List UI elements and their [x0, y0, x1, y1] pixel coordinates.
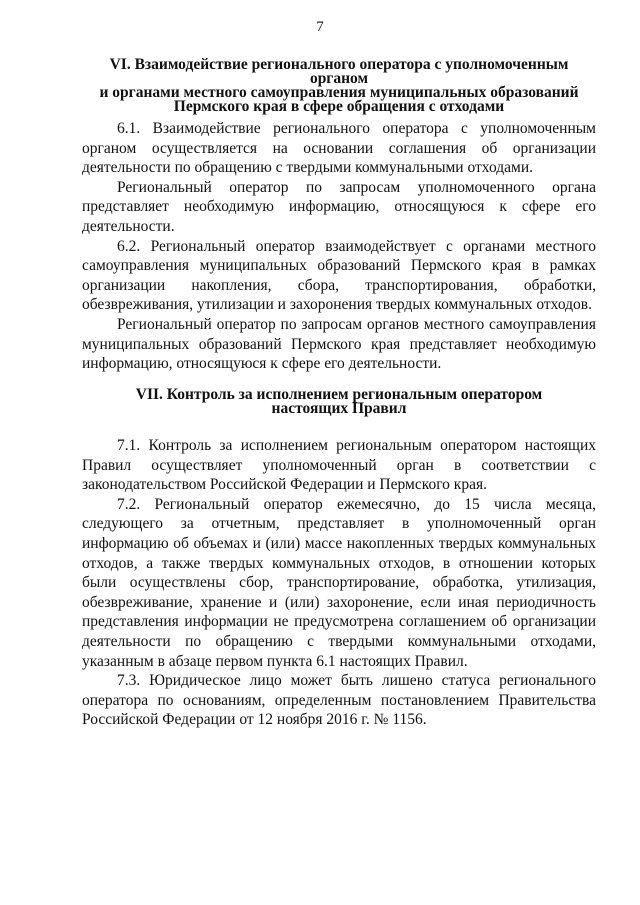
paragraph-7-1: 7.1. Контроль за исполнением региональным оператором настоящих Правил осуществляет уполномоченный орган в соответствии с законодательством Российской Федерации и Пермского края.	[82, 437, 596, 494]
section-7-heading-line-1: VII. Контроль за исполнением региональным оператором	[135, 386, 543, 403]
section-6-heading-line-3: Пермского края в сфере обращения с отходами	[173, 98, 505, 115]
section-7-heading-line-2: настоящих Правил	[271, 400, 407, 417]
section-6-heading	[82, 58, 596, 114]
paragraph-6-2-b: Региональный оператор по запросам органов местного самоуправления муниципальных образований Пермского края представляет необходимую информацию, относящуюся к сфере его деятельности.	[82, 315, 596, 373]
section-6-body	[82, 119, 596, 374]
paragraph-6-2: 6.2. Региональный оператор взаимодействует с органами местного самоуправления муниципальных образований Пермского края в рамках организации накопления, сбора, транспортирования, обработки, обезвреживания, утилизации и захоронения твердых коммунальных отходов.	[82, 237, 596, 314]
section-7-heading	[82, 388, 596, 416]
section-6-heading-line-2: и органами местного самоуправления муниципальных образований	[99, 84, 579, 101]
paragraph-6-1: 6.1. Взаимодействие регионального оператора с уполномоченным органом осуществляется на основании соглашения об организации деятельности по обращению с твердыми коммунальными отходами.	[82, 120, 596, 177]
paragraph-6-1-b: Региональный оператор по запросам уполномоченного органа представляет необходимую информацию, относящуюся к сфере его деятельности.	[82, 178, 596, 235]
paragraph-7-3: 7.3. Юридическое лицо может быть лишено статуса регионального оператора по основаниям, определенным постановлением Правительства Российской Федерации от 12 ноября 2016 г. № 1156.	[82, 672, 596, 729]
page-number: 7	[316, 19, 324, 35]
section-6-heading-line-1: VI. Взаимодействие регионального оператора с уполномоченным органом	[109, 56, 569, 87]
paragraph-7-2: 7.2. Региональный оператор ежемесячно, до 15 числа месяца, следующего за отчетным, представляет в уполномоченный орган информацию об объемах и (или) массе накопленных твердых коммунальных отходов, а также твердых коммунальных отходов, в отношении которых были осуществлены сбор, транспортирование, обработка, утилизация, обезвреживание, хранение и (или) захоронение, если иная периодичность представления информации не предусмотрена соглашением об организации деятельности по обращению с твердыми коммунальными отходами, указанным в абзаце первом пункта 6.1 настоящих Правил.	[82, 495, 596, 670]
section-7-body	[82, 436, 596, 730]
